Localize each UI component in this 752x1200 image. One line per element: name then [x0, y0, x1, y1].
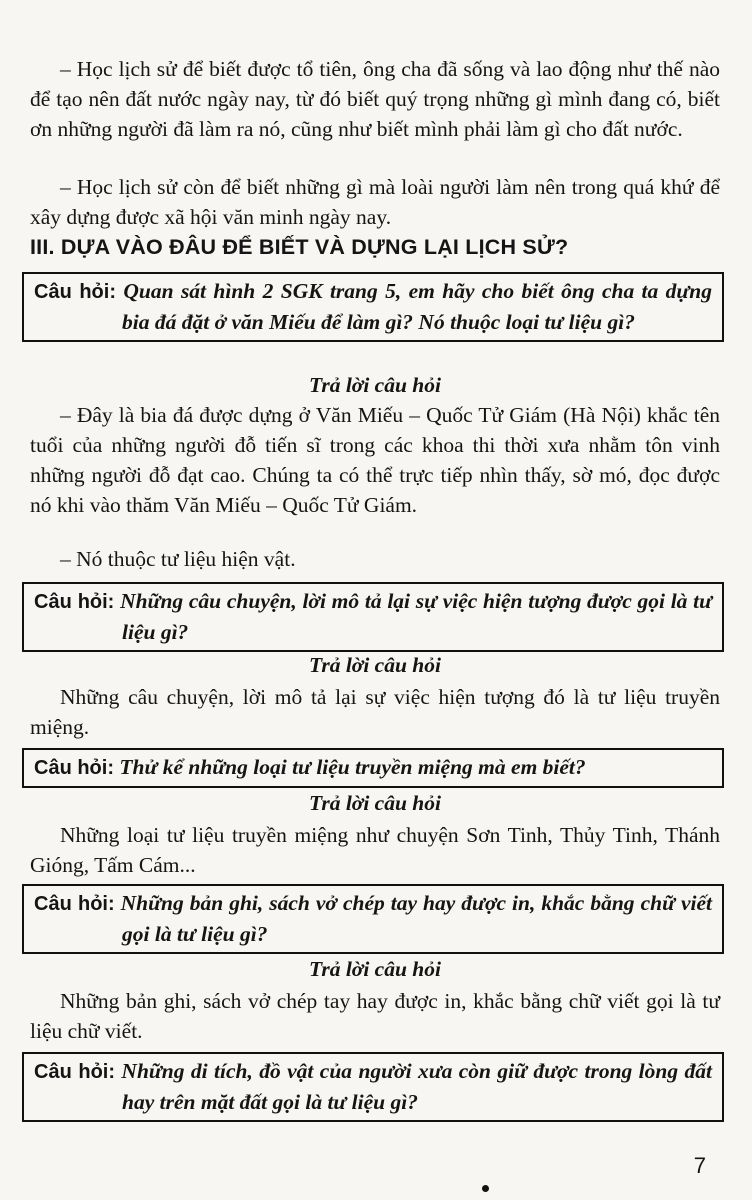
- question-text: Thử kể những loại tư liệu truyền miệng mà em biết?: [119, 755, 586, 779]
- answer-paragraph: Những câu chuyện, lời mô tả lại sự việc hiện tượng đó là tư liệu truyền miệng.: [30, 685, 720, 739]
- question-text: Những di tích, đồ vật của người xưa còn giữ được trong lòng đất hay trên mặt đất gọi là tư liệu gì?: [121, 1059, 712, 1114]
- question-box-5: [22, 1052, 724, 1122]
- question-box-4: [22, 884, 724, 954]
- print-mark-dot: [482, 1185, 489, 1192]
- question-box-3: [22, 748, 724, 788]
- answer-paragraph: Những bản ghi, sách vở chép tay hay được in, khắc bằng chữ viết gọi là tư liệu chữ viết.: [30, 989, 720, 1043]
- question-label: Câu hỏi:: [34, 893, 115, 915]
- question-text: Những câu chuyện, lời mô tả lại sự việc hiện tượng được gọi là tư liệu gì?: [120, 589, 712, 644]
- question-label: Câu hỏi:: [34, 281, 116, 303]
- question-text: Quan sát hình 2 SGK trang 5, em hãy cho biết ông cha ta dựng bia đá đặt ở văn Miếu để làm gì? Nó thuộc loại tư liệu gì?: [122, 279, 712, 334]
- question-label: Câu hỏi:: [34, 757, 114, 779]
- intro-paragraph-2: – Học lịch sử còn để biết những gì mà loài người làm nên trong quá khứ để xây dựng được xã hội văn minh ngày nay.: [30, 175, 720, 229]
- question-box-2: [22, 582, 724, 652]
- answer-paragraph: – Đây là bia đá được dựng ở Văn Miếu – Quốc Tử Giám (Hà Nội) khắc tên tuổi của những người đỗ tiến sĩ trong các khoa thi thời xưa nhằm tôn vinh những người đỗ đạt cao. Chúng ta có thể trực tiếp nhìn thấy, sờ mó, đọc được nó khi vào thăm Văn Miếu – Quốc Tử Giám.: [30, 403, 720, 517]
- question-box-1: [22, 272, 724, 342]
- intro-paragraph-1: – Học lịch sử để biết được tổ tiên, ông cha đã sống và lao động như thế nào để tạo nên đất nước ngày nay, từ đó biết quý trọng những gì mình đang có, biết ơn những người đã làm ra nó, cũng như biết mình phải làm gì cho đất nước.: [30, 57, 720, 141]
- question-text: Những bản ghi, sách vở chép tay hay được in, khắc bằng chữ viết gọi là tư liệu gì?: [120, 891, 712, 946]
- answer-heading: Trả lời câu hỏi: [309, 791, 441, 815]
- answer-heading: Trả lời câu hỏi: [309, 653, 441, 677]
- question-label: Câu hỏi:: [34, 591, 115, 613]
- answer-paragraph: – Nó thuộc tư liệu hiện vật.: [60, 547, 296, 571]
- page-number: 7: [693, 1153, 706, 1178]
- section-heading: III. DỰA VÀO ĐÂU ĐỂ BIẾT VÀ DỰNG LẠI LỊCH SỬ?: [30, 235, 569, 259]
- answer-heading: Trả lời câu hỏi: [309, 373, 441, 397]
- question-label: Câu hỏi:: [34, 1061, 116, 1083]
- answer-heading: Trả lời câu hỏi: [309, 957, 441, 981]
- answer-paragraph: Những loại tư liệu truyền miệng như chuyện Sơn Tinh, Thủy Tinh, Thánh Gióng, Tấm Cám...: [30, 823, 720, 877]
